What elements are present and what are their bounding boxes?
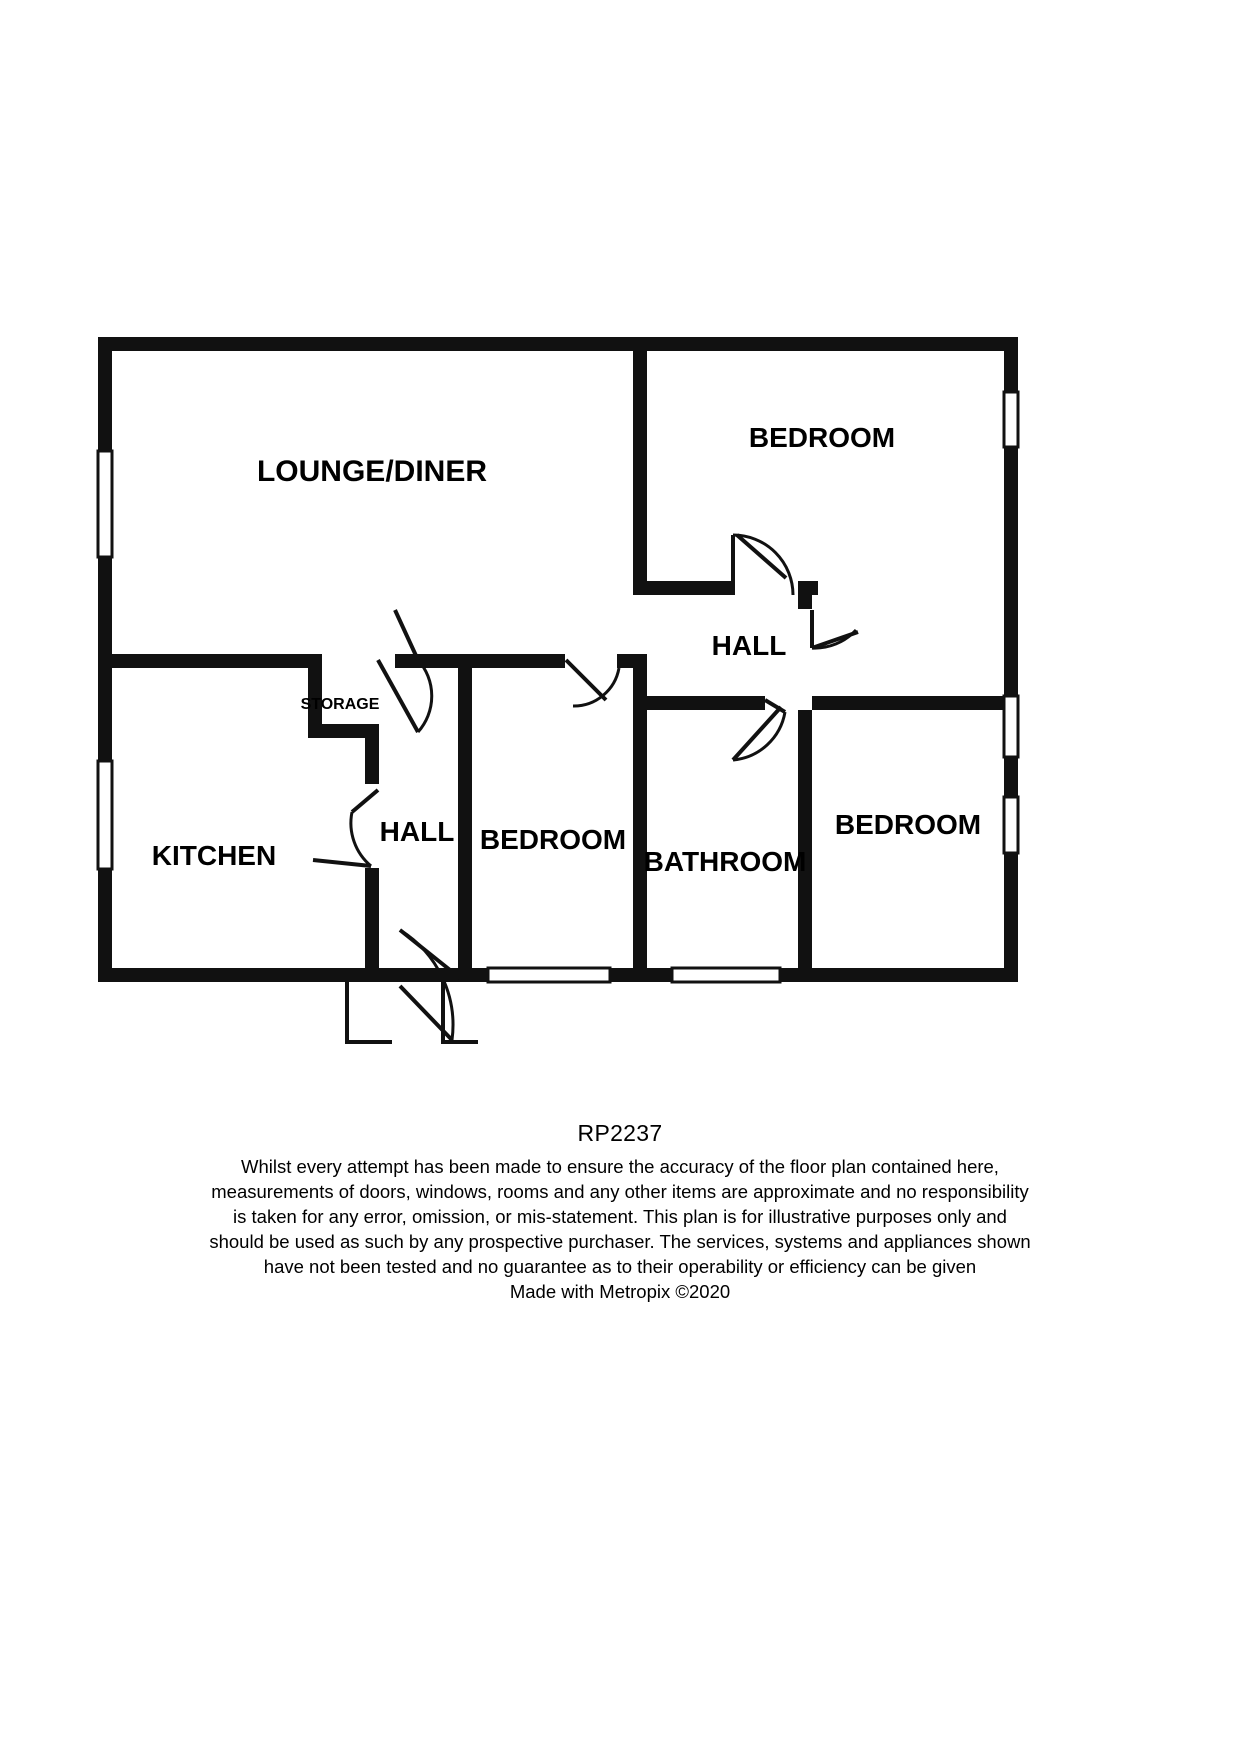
room-label-bedroom-top-right: BEDROOM — [748, 422, 896, 453]
disclaimer-text: Whilst every attempt has been made to ensure the accuracy of the floor plan contained here, measurements of doors, windows, rooms and any other items are approximate and no responsibility is taken for any error, omission, or mis-statement. This plan is for illustrative purposes only and should be used as such by any prospective purchaser. The services, systems and appliances shown have not been tested and no guarantee as to their operability or efficiency can be given — [209, 1156, 1031, 1277]
window-left-lower — [98, 761, 112, 869]
room-labels — [152, 422, 981, 877]
plan-code: RP2237 — [577, 1120, 663, 1146]
room-label-bedroom-middle: BEDROOM — [479, 824, 627, 855]
room-label-bathroom: BATHROOM — [643, 846, 807, 877]
room-label-storage: STORAGE — [300, 696, 380, 713]
room-label-kitchen: KITCHEN — [151, 840, 277, 871]
window-bottom-2 — [672, 968, 780, 982]
made-with-text: Made with Metropix ©2020 — [509, 1280, 731, 1302]
door-storage — [395, 610, 418, 660]
door-hall-bathroom — [765, 700, 785, 712]
window-right-mid — [1004, 696, 1018, 757]
window-right-top — [1004, 392, 1018, 447]
door-kitchen — [352, 790, 378, 812]
window-right-low — [1004, 797, 1018, 853]
room-label-lounge-diner: LOUNGE/DINER — [256, 455, 488, 488]
window-bottom-1 — [488, 968, 610, 982]
window-left-upper — [98, 451, 112, 557]
room-label-hall-lower: HALL — [379, 816, 455, 847]
room-label-bedroom-right: BEDROOM — [834, 809, 982, 840]
door-front-frame — [347, 982, 392, 1042]
doors — [313, 535, 858, 1042]
footer — [0, 1120, 1240, 1303]
room-label-hall-upper: HALL — [711, 630, 787, 661]
windows — [98, 392, 1018, 982]
